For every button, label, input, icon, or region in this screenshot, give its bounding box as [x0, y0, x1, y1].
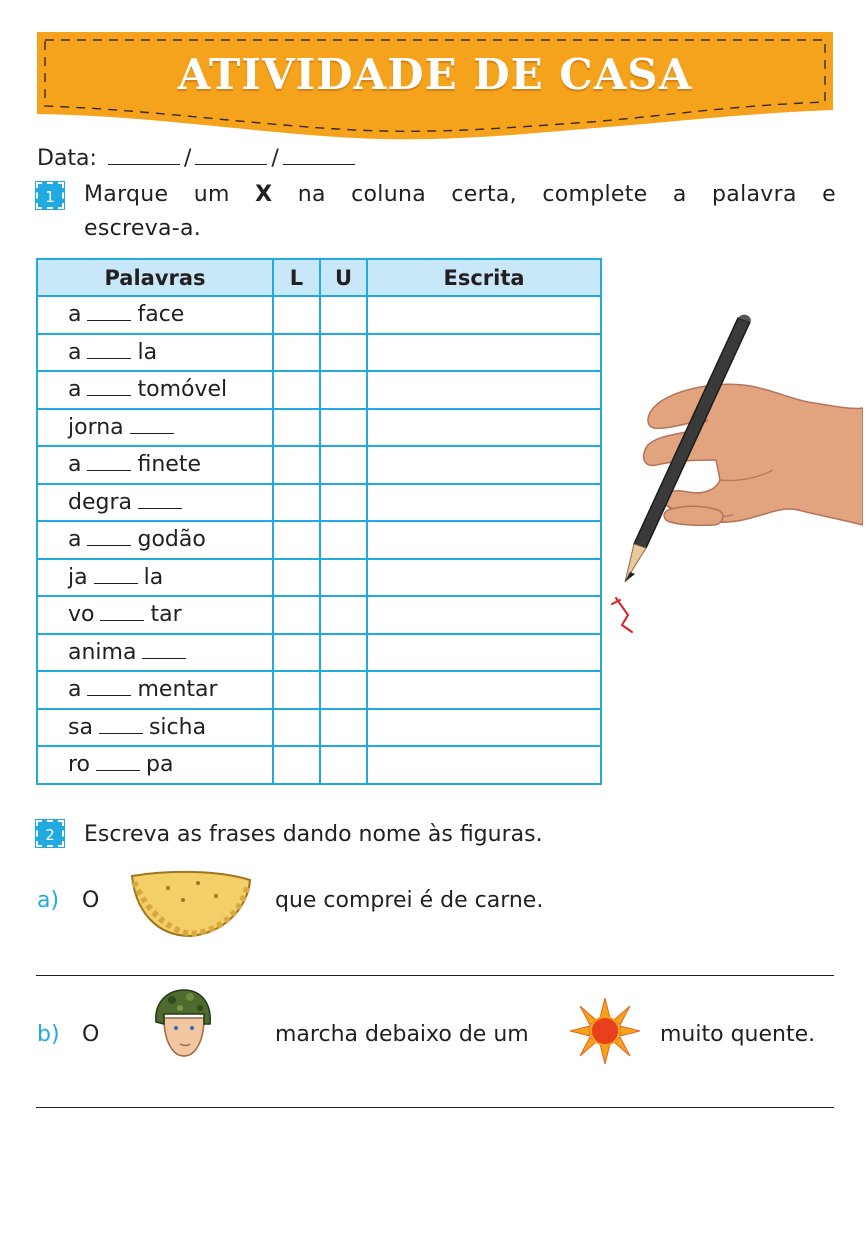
letter-blank[interactable] — [87, 306, 131, 321]
item-a-end: que comprei é de carne. — [275, 888, 544, 913]
date-sep: / — [183, 146, 192, 171]
question-1-line1 — [84, 178, 836, 212]
l-cell[interactable] — [273, 484, 320, 522]
word-cell — [37, 709, 273, 747]
word-cell — [37, 596, 273, 634]
word-prefix: ja — [68, 564, 88, 590]
word-suffix: la — [137, 339, 158, 365]
word-cell — [37, 409, 273, 447]
l-cell[interactable] — [273, 296, 320, 334]
item-a-start: O — [82, 888, 100, 913]
word-prefix: a — [68, 677, 82, 703]
letter-blank[interactable] — [142, 644, 186, 659]
escrita-cell[interactable] — [367, 709, 601, 747]
escrita-cell[interactable] — [367, 634, 601, 672]
l-cell[interactable] — [273, 671, 320, 709]
question-2-text: Escreva as frases dando nome às figuras. — [84, 822, 543, 847]
escrita-cell[interactable] — [367, 671, 601, 709]
letter-blank[interactable] — [99, 719, 143, 734]
word-cell — [37, 634, 273, 672]
word-suffix: tar — [150, 602, 182, 628]
col-palavras: Palavras — [37, 259, 273, 296]
u-cell[interactable] — [320, 484, 367, 522]
letter-blank[interactable] — [130, 419, 174, 434]
question-2-number: 2 — [36, 820, 64, 847]
u-cell[interactable] — [320, 446, 367, 484]
word-suffix: godão — [137, 527, 206, 553]
letter-blank[interactable] — [87, 344, 131, 359]
u-cell[interactable] — [320, 409, 367, 447]
u-cell[interactable] — [320, 371, 367, 409]
word-row — [37, 596, 601, 634]
question-1-word: certa, — [451, 182, 517, 207]
date-label: Data: — [37, 146, 97, 171]
word-cell — [37, 446, 273, 484]
escrita-cell[interactable] — [367, 484, 601, 522]
word-suffix: pa — [146, 752, 174, 778]
word-prefix: a — [68, 302, 82, 328]
word-prefix: anima — [68, 639, 137, 665]
l-cell[interactable] — [273, 746, 320, 784]
question-1-word: um — [193, 182, 230, 207]
letter-blank[interactable] — [87, 681, 131, 696]
l-cell[interactable] — [273, 596, 320, 634]
u-cell[interactable] — [320, 596, 367, 634]
question-1-word: X — [255, 182, 273, 207]
word-row — [37, 296, 601, 334]
word-row — [37, 484, 601, 522]
word-row — [37, 709, 601, 747]
l-cell[interactable] — [273, 334, 320, 372]
letter-blank[interactable] — [87, 456, 131, 471]
col-escrita: Escrita — [367, 259, 601, 296]
item-a-letter: a) — [37, 888, 60, 913]
question-1-word: e — [822, 182, 836, 207]
letter-blank[interactable] — [87, 381, 131, 396]
u-cell[interactable] — [320, 634, 367, 672]
word-prefix: vo — [68, 602, 95, 628]
word-row — [37, 409, 601, 447]
word-prefix: a — [68, 339, 82, 365]
word-prefix: a — [68, 377, 82, 403]
word-prefix: ro — [68, 752, 91, 778]
l-cell[interactable] — [273, 371, 320, 409]
l-cell[interactable] — [273, 709, 320, 747]
item-b-start: O — [82, 1022, 100, 1047]
word-suffix: finete — [137, 452, 201, 478]
pastel-icon — [128, 868, 254, 942]
l-cell[interactable] — [273, 409, 320, 447]
word-cell — [37, 521, 273, 559]
sun-icon — [570, 998, 640, 1064]
u-cell[interactable] — [320, 671, 367, 709]
word-row — [37, 371, 601, 409]
words-table — [36, 258, 602, 785]
escrita-cell[interactable] — [367, 371, 601, 409]
question-1-word: coluna — [351, 182, 426, 207]
date-line — [37, 146, 359, 171]
question-1-word: na — [297, 182, 326, 207]
question-1-word: Marque — [84, 182, 169, 207]
l-cell[interactable] — [273, 634, 320, 672]
word-row — [37, 746, 601, 784]
escrita-cell[interactable] — [367, 296, 601, 334]
soldier-icon — [150, 988, 214, 1060]
word-prefix: degra — [68, 489, 132, 515]
word-suffix: tomóvel — [137, 377, 228, 403]
question-1-word: a — [672, 182, 687, 207]
escrita-cell[interactable] — [367, 559, 601, 597]
word-suffix: face — [137, 302, 185, 328]
question-1-number: 1 — [36, 182, 64, 209]
word-prefix: a — [68, 452, 82, 478]
col-l: L — [273, 259, 320, 296]
l-cell[interactable] — [273, 559, 320, 597]
item-b-middle: marcha debaixo de um — [275, 1022, 529, 1047]
answer-line-b[interactable] — [36, 1107, 834, 1108]
word-row — [37, 559, 601, 597]
word-cell — [37, 334, 273, 372]
word-prefix: jorna — [68, 414, 124, 440]
date-sep: / — [271, 146, 279, 171]
word-prefix: a — [68, 527, 82, 553]
question-1-text — [84, 178, 836, 246]
u-cell[interactable] — [320, 709, 367, 747]
word-cell — [37, 559, 273, 597]
month-blank[interactable] — [195, 148, 267, 165]
letter-blank[interactable] — [94, 569, 138, 584]
u-cell[interactable] — [320, 521, 367, 559]
letter-blank[interactable] — [87, 531, 131, 546]
page-title: ATIVIDADE DE CASA — [177, 50, 693, 99]
year-blank[interactable] — [283, 148, 355, 165]
question-1-line2: escreva-a. — [84, 216, 202, 241]
word-cell — [37, 371, 273, 409]
word-row — [37, 446, 601, 484]
item-b-letter: b) — [37, 1022, 60, 1047]
u-cell[interactable] — [320, 746, 367, 784]
hand-pencil-illustration — [608, 310, 863, 640]
word-suffix: mentar — [137, 677, 218, 703]
word-row — [37, 334, 601, 372]
u-cell[interactable] — [320, 559, 367, 597]
day-blank[interactable] — [108, 148, 180, 165]
escrita-cell[interactable] — [367, 596, 601, 634]
escrita-cell[interactable] — [367, 446, 601, 484]
u-cell[interactable] — [320, 296, 367, 334]
letter-blank[interactable] — [96, 756, 140, 771]
answer-line-a[interactable] — [36, 975, 834, 976]
l-cell[interactable] — [273, 521, 320, 559]
escrita-cell[interactable] — [367, 409, 601, 447]
word-row — [37, 671, 601, 709]
red-x-mark — [612, 598, 632, 632]
word-cell — [37, 746, 273, 784]
question-1-word: complete — [542, 182, 648, 207]
word-prefix: sa — [68, 714, 93, 740]
escrita-cell[interactable] — [367, 334, 601, 372]
letter-blank[interactable] — [138, 494, 182, 509]
word-cell — [37, 671, 273, 709]
letter-blank[interactable] — [100, 606, 144, 621]
escrita-cell[interactable] — [367, 746, 601, 784]
word-row — [37, 521, 601, 559]
item-b-end: muito quente. — [660, 1022, 816, 1047]
word-cell — [37, 296, 273, 334]
word-cell — [37, 484, 273, 522]
col-u: U — [320, 259, 367, 296]
word-suffix: la — [143, 564, 164, 590]
u-cell[interactable] — [320, 334, 367, 372]
word-suffix: sicha — [148, 714, 207, 740]
word-row — [37, 634, 601, 672]
l-cell[interactable] — [273, 446, 320, 484]
escrita-cell[interactable] — [367, 521, 601, 559]
question-1-word: palavra — [712, 182, 797, 207]
